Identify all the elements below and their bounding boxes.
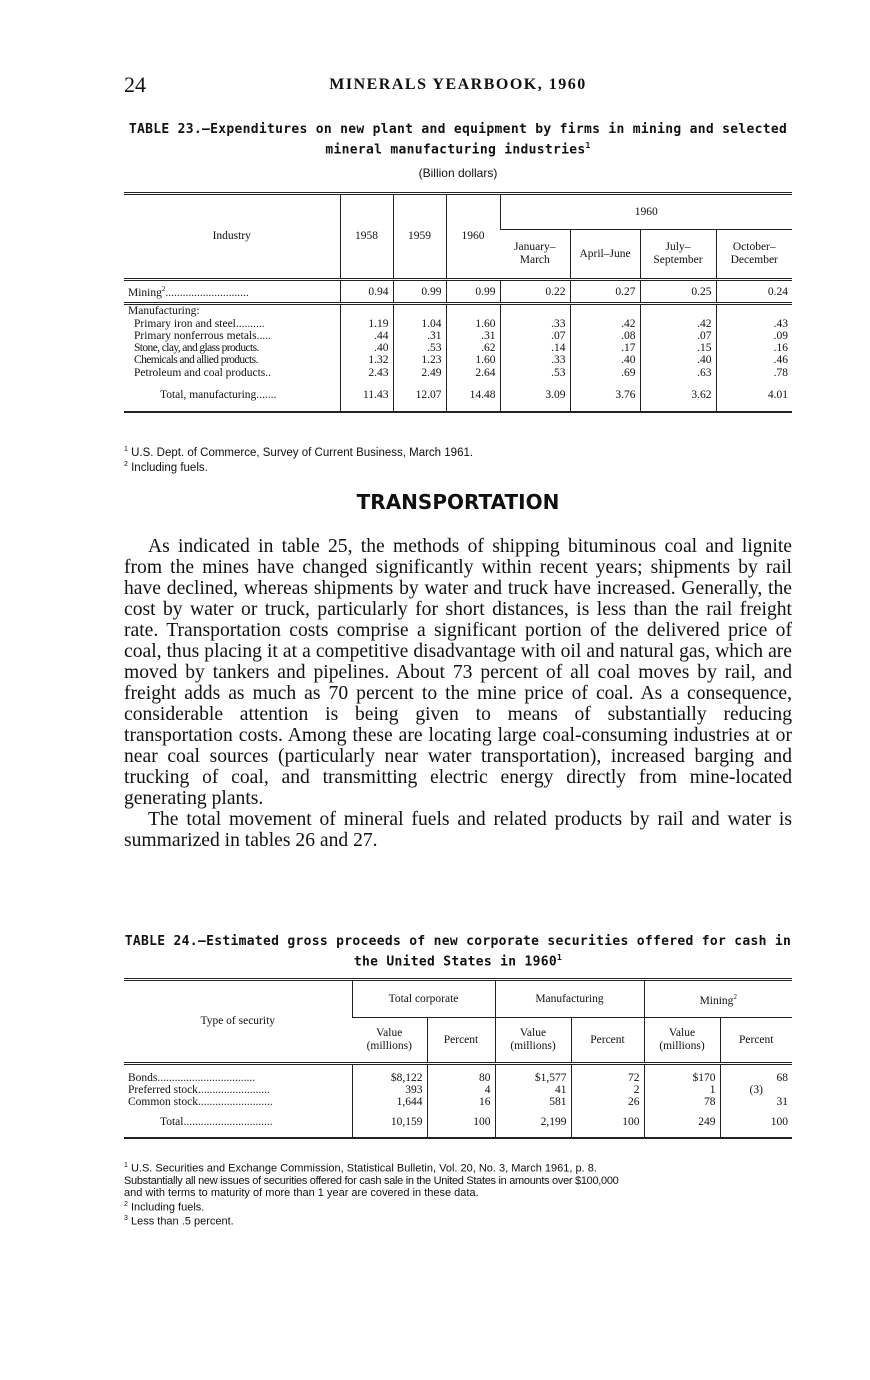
table-cell: .15 <box>640 342 716 354</box>
table-cell: 3.62 <box>640 380 716 412</box>
table-cell: 2.49 <box>393 366 446 380</box>
table-cell: 41 <box>495 1084 571 1096</box>
table-24-label: TABLE 24. <box>124 934 198 949</box>
table-23-footnotes <box>124 444 792 474</box>
table-cell: .17 <box>570 342 640 354</box>
paragraph: As indicated in table 25, the methods of shipping bituminous coal and lignite from the mines have changed significantly within recent years; shipments by rail have declined, whereas shipments by water and truck have increased. Generally, the cost by water or truck, particularly for short distances, is less than the rail freight rate. Transportation costs comprise a significant portion of the delivered price of coal, thus placing it at a competitive disadvantage with oil and natural gas, which are moved by tankers and pipelines. About 73 percent of all coal moves by rail, and freight adds as much as 70 percent to the mine price of coal. As a consequence, considerable attention is being given to means of substantially reducing transportation costs. Among these are locating large coal-consuming industries at or near coal sources (particularly near water transportation), increased barging and trucking of coal, and transmitting electric energy directly from mine-located generating plants. <box>124 536 792 809</box>
table-24-header-total-corporate: Total corporate <box>352 980 495 1018</box>
table-23-row-label: Manufacturing: <box>128 305 200 318</box>
table-cell: .78 <box>716 366 792 380</box>
table-24-header-percent: Percent <box>720 1018 792 1064</box>
table-23-row-label: Primary iron and steel.......... <box>134 317 265 330</box>
table-23-row <box>124 366 792 380</box>
table-cell: 31 <box>720 1096 792 1108</box>
table-cell: .09 <box>716 330 792 342</box>
table-24-header-value: Value (millions) <box>495 1018 571 1064</box>
table-23 <box>124 192 792 413</box>
table-cell: 11.43 <box>340 380 393 412</box>
table-23-header-industry: Industry <box>212 230 251 242</box>
table-cell: 80 <box>427 1064 495 1084</box>
table-cell: .14 <box>500 342 570 354</box>
table-cell: 12.07 <box>393 380 446 412</box>
table-23-header-1960-group: 1960 <box>500 194 792 230</box>
table-23-row-label: Primary nonferrous metals..... <box>134 329 272 342</box>
table-cell: 0.24 <box>716 280 792 304</box>
table-cell: 100 <box>571 1108 644 1138</box>
footnote: $^2$ Including fuels. <box>124 1200 205 1214</box>
table-24-header-percent: Percent <box>571 1018 644 1064</box>
table-cell: 1.23 <box>393 354 446 366</box>
table-cell: .42 <box>570 318 640 330</box>
table-24-title-footnote-ref: 1 <box>557 953 563 962</box>
table-24-header-value: Value (millions) <box>644 1018 720 1064</box>
table-24-row-label: Preferred stock......................... <box>128 1083 270 1096</box>
table-23-row <box>124 354 792 366</box>
page-number: 24 <box>124 72 146 97</box>
table-cell: 26 <box>571 1096 644 1108</box>
table-cell: 3.09 <box>500 380 570 412</box>
table-24-row-label: Common stock.......................... <box>128 1095 273 1108</box>
table-24-title-text: —Estimated gross proceeds of new corporate securities offered for cash in the United States in 1960 <box>197 934 792 970</box>
table-cell: .69 <box>570 366 640 380</box>
table-cell: 14.48 <box>446 380 500 412</box>
table-cell: 393 <box>352 1084 427 1096</box>
table-cell: .63 <box>640 366 716 380</box>
table-cell: 581 <box>495 1096 571 1108</box>
table-cell: .07 <box>500 330 570 342</box>
table-cell: 16 <box>427 1096 495 1108</box>
table-cell: .62 <box>446 342 500 354</box>
paragraph: The total movement of mineral fuels and related products by rail and water is summarized in tables 26 and 27. <box>124 809 792 851</box>
table-24-header-value: Value (millions) <box>366 1027 412 1052</box>
table-cell: $8,122 <box>352 1064 427 1084</box>
table-cell: .33 <box>500 354 570 366</box>
table-cell: 249 <box>644 1108 720 1138</box>
footnote: $^1$ U.S. Securities and Exchange Commission, Statistical Bulletin, Vol. 20, No. 3, March 1961, p. 8. <box>124 1162 597 1175</box>
table-cell: 2.43 <box>340 366 393 380</box>
section-body <box>124 536 792 851</box>
page-header <box>124 72 792 102</box>
table-cell: 1.19 <box>340 318 393 330</box>
running-head: MINERALS YEARBOOK, 1960 <box>329 76 587 93</box>
table-cell: .08 <box>570 330 640 342</box>
table-cell: 10,159 <box>352 1108 427 1138</box>
table-23-row-label: Mining$^2$............................. <box>128 284 249 299</box>
table-cell: 0.27 <box>570 280 640 304</box>
section-heading: TRANSPORTATION <box>356 490 560 514</box>
table-24-row <box>124 1096 792 1108</box>
table-cell: .43 <box>716 318 792 330</box>
table-24 <box>124 978 792 1139</box>
table-cell: .42 <box>640 318 716 330</box>
table-cell: .46 <box>716 354 792 366</box>
table-cell: 4 <box>427 1084 495 1096</box>
table-23-row-label: Total, manufacturing....... <box>160 389 277 401</box>
table-23-title-text: —Expenditures on new plant and equipment by firms in mining and selected mineral manufacturing industries <box>202 122 788 158</box>
footnote: Substantially all new issues of securities offered for cash sale in the United States in amounts over $100,000 <box>124 1174 619 1187</box>
table-cell: .31 <box>446 330 500 342</box>
table-23-units: (Billion dollars) <box>418 166 498 180</box>
table-cell: 68 <box>720 1064 792 1084</box>
table-cell: $170 <box>644 1064 720 1084</box>
table-cell: 100 <box>720 1108 792 1138</box>
table-23-header-q3: July–September <box>640 230 716 280</box>
table-23-header-1959: 1959 <box>393 194 446 280</box>
table-24-header-type: Type of security <box>200 1015 276 1027</box>
table-23-title <box>124 122 792 158</box>
table-23-row <box>124 318 792 330</box>
table-cell: .44 <box>340 330 393 342</box>
footnote: and with terms to maturity of more than 1 year are covered in these data. <box>124 1186 479 1199</box>
table-24-row-total <box>124 1108 792 1138</box>
footnote: $^1$ U.S. Dept. of Commerce, Survey of Current Business, March 1961. <box>124 446 474 459</box>
table-cell: 0.99 <box>393 280 446 304</box>
table-cell: 2 <box>571 1084 644 1096</box>
table-cell: .40 <box>640 354 716 366</box>
table-cell: 100 <box>427 1108 495 1138</box>
table-cell: 4.01 <box>716 380 792 412</box>
table-cell: .07 <box>640 330 716 342</box>
table-cell: 1.32 <box>340 354 393 366</box>
table-23-header-q1: January–March <box>513 241 556 266</box>
table-cell: 1.60 <box>446 354 500 366</box>
table-cell: $1,577 <box>495 1064 571 1084</box>
table-cell: 72 <box>571 1064 644 1084</box>
table-23-row <box>124 342 792 354</box>
table-cell: .33 <box>500 318 570 330</box>
table-cell: 2,199 <box>495 1108 571 1138</box>
table-23-row-total <box>124 380 792 412</box>
table-24-row <box>124 1084 792 1096</box>
table-cell: 0.22 <box>500 280 570 304</box>
table-cell: 0.25 <box>640 280 716 304</box>
table-23-row-label: Stone, clay, and glass products. <box>134 341 259 354</box>
table-cell: 2.64 <box>446 366 500 380</box>
table-24-title <box>124 934 792 970</box>
table-cell: .31 <box>393 330 446 342</box>
footnote: $^2$ Including fuels. <box>124 460 208 474</box>
table-24-row-label: Total............................... <box>160 1116 273 1128</box>
table-23-label: TABLE 23. <box>128 122 202 137</box>
table-23-row-mining <box>124 280 792 304</box>
table-23-header-q4: October–December <box>716 230 792 280</box>
table-cell: .53 <box>500 366 570 380</box>
table-23-row-manufacturing-heading <box>124 304 792 318</box>
table-cell: 78 <box>644 1096 720 1108</box>
table-23-header-q2: April–June <box>570 230 640 280</box>
table-23-header-1958: 1958 <box>340 194 393 280</box>
table-23-row-label: Petroleum and coal products.. <box>134 366 272 379</box>
table-cell: (3) <box>720 1084 792 1096</box>
table-cell: 0.94 <box>340 280 393 304</box>
table-24-header-mining: Mining$^2$ <box>644 980 792 1018</box>
table-cell: .40 <box>570 354 640 366</box>
table-cell: 1 <box>644 1084 720 1096</box>
table-24-row <box>124 1064 792 1084</box>
table-23-header-1960: 1960 <box>446 194 500 280</box>
table-cell: 1,644 <box>352 1096 427 1108</box>
table-23-title-footnote-ref: 1 <box>585 141 591 150</box>
footnote: $^3$ Less than .5 percent. <box>124 1215 234 1228</box>
table-24-header-percent: Percent <box>427 1018 495 1064</box>
table-24-footnotes <box>124 1160 792 1228</box>
table-cell: 1.04 <box>393 318 446 330</box>
table-cell: .40 <box>340 342 393 354</box>
table-24-row-label: Bonds.................................. <box>128 1071 256 1084</box>
table-cell: 1.60 <box>446 318 500 330</box>
table-23-row-label: Chemicals and allied products. <box>134 353 258 366</box>
table-cell: 3.76 <box>570 380 640 412</box>
table-23-row <box>124 330 792 342</box>
table-cell: .16 <box>716 342 792 354</box>
table-cell: 0.99 <box>446 280 500 304</box>
table-24-header-manufacturing: Manufacturing <box>495 980 644 1018</box>
table-cell: .53 <box>393 342 446 354</box>
